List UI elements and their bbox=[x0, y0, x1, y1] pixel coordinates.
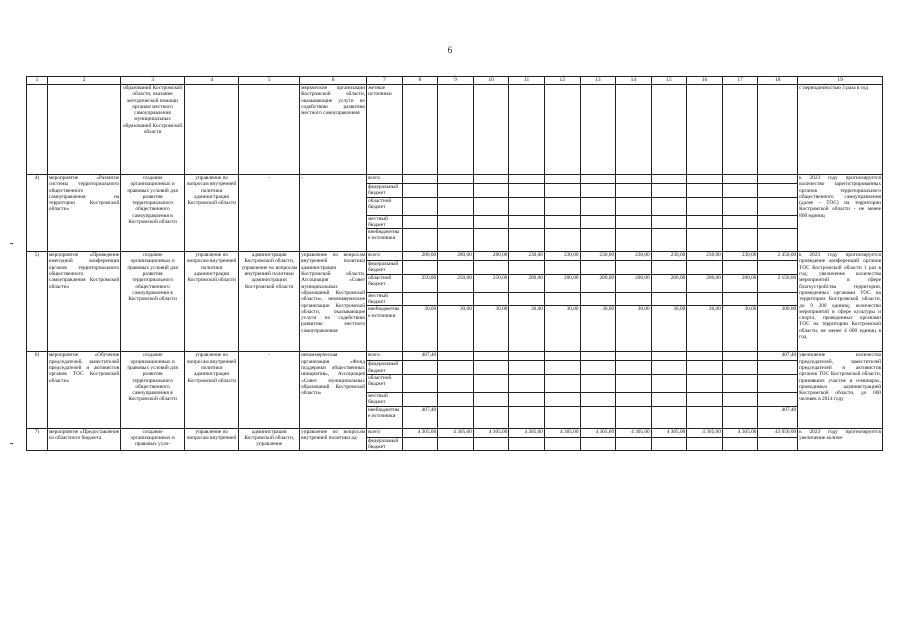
funding-value-cell: 280,00 bbox=[438, 252, 474, 261]
funding-value-cell: 230,00 bbox=[722, 252, 758, 261]
funding-value-cell: 200,00 bbox=[616, 274, 652, 292]
funding-value-cell: 4 305,00 bbox=[580, 428, 616, 437]
column-number: 14 bbox=[616, 77, 652, 85]
column-number: 2 bbox=[47, 77, 120, 85]
funding-value-cell: 200,00 bbox=[722, 274, 758, 292]
coexecutor-cell: администрация Костромской области, управление по вопросам внутренней политики администрации Костромской области bbox=[239, 252, 300, 352]
funding-value-cell bbox=[544, 406, 580, 428]
coexecutor-cell: - bbox=[239, 175, 300, 252]
funding-value-cell bbox=[509, 406, 545, 428]
participants-cell: - bbox=[300, 175, 367, 252]
column-number: 9 bbox=[438, 77, 474, 85]
funding-value-cell: 30,00 bbox=[687, 306, 723, 352]
funding-value-cell: 250,00 bbox=[402, 274, 438, 292]
row-number-cell: 7) bbox=[27, 428, 48, 451]
funding-value-cell bbox=[544, 437, 580, 451]
row-number-cell: 6) bbox=[27, 352, 48, 428]
column-number: 13 bbox=[580, 77, 616, 85]
coexecutor-cell: администрация Костромской области, управление bbox=[239, 428, 300, 451]
funding-value-cell bbox=[616, 392, 652, 406]
funding-value-cell: 200,00 bbox=[651, 274, 687, 292]
funding-value-cell bbox=[616, 184, 652, 198]
funding-value-cell bbox=[722, 229, 758, 252]
funding-value-cell bbox=[616, 175, 652, 184]
funding-value-cell: 30,00 bbox=[544, 306, 580, 352]
table-cell bbox=[616, 85, 652, 175]
funding-value-cell: 2 450,00 bbox=[758, 252, 798, 261]
funding-value-cell: 30,00 bbox=[722, 306, 758, 352]
column-number: 15 bbox=[651, 77, 687, 85]
funding-source-label: областной бюджет bbox=[367, 274, 403, 292]
funding-value-cell: 300,00 bbox=[758, 306, 798, 352]
funding-source-label: местный бюджет bbox=[367, 392, 403, 406]
funding-value-cell: 230,00 bbox=[687, 252, 723, 261]
participants-cell: меркческие организации Костромской области, оказывающие услуги по содействию развитию местного самоуправления bbox=[300, 85, 367, 175]
table-cell bbox=[402, 85, 438, 175]
result-cell: с периодичностью 3 раза в год bbox=[798, 85, 883, 175]
funding-value-cell: 4 305,00 bbox=[687, 428, 723, 437]
table-cell bbox=[47, 85, 120, 175]
table-cell bbox=[27, 85, 48, 175]
table-row bbox=[27, 352, 883, 361]
funding-source-label: внебюджетные источники bbox=[367, 406, 403, 428]
funding-value-cell bbox=[509, 197, 545, 215]
funding-value-cell: 30,00 bbox=[402, 306, 438, 352]
goal-cell: образований Костромской области, оказание методической помощи органам местного самоуправления муниципальных образований Костромской области bbox=[121, 85, 185, 175]
funding-value-cell bbox=[651, 437, 687, 451]
funding-value-cell bbox=[580, 352, 616, 361]
funding-value-cell bbox=[580, 392, 616, 406]
executor-cell: управление по вопросам внутренней политики администрации Костромской области bbox=[185, 352, 239, 428]
row-number-cell: 4) bbox=[27, 175, 48, 252]
column-number: 3 bbox=[121, 77, 185, 85]
funding-value-cell bbox=[758, 361, 798, 375]
funding-value-cell bbox=[651, 184, 687, 198]
expected-result-cell: к 2023 году прогнозируется увеличение количе- bbox=[798, 428, 883, 451]
funding-value-cell bbox=[758, 197, 798, 215]
table-cell bbox=[580, 85, 616, 175]
column-number: 1 bbox=[27, 77, 48, 85]
margin-mark bbox=[10, 443, 13, 444]
funding-value-cell bbox=[544, 292, 580, 306]
funding-value-cell: 407,40 bbox=[402, 406, 438, 428]
funding-value-cell bbox=[616, 215, 652, 229]
funding-value-cell bbox=[509, 261, 545, 275]
table-row bbox=[27, 252, 883, 261]
funding-value-cell bbox=[722, 261, 758, 275]
table-cell bbox=[722, 85, 758, 175]
funding-value-cell bbox=[687, 184, 723, 198]
funding-value-cell bbox=[651, 292, 687, 306]
funding-value-cell bbox=[651, 406, 687, 428]
funding-value-cell bbox=[544, 374, 580, 392]
funding-value-cell bbox=[722, 392, 758, 406]
funding-value-cell bbox=[473, 229, 509, 252]
funding-value-cell bbox=[473, 374, 509, 392]
executor-cell: управление по вопросам внутренней bbox=[185, 428, 239, 451]
funding-value-cell bbox=[544, 261, 580, 275]
funding-value-cell bbox=[438, 406, 474, 428]
funding-value-cell bbox=[758, 292, 798, 306]
funding-value-cell bbox=[722, 352, 758, 361]
funding-value-cell bbox=[509, 215, 545, 229]
funding-value-cell bbox=[580, 437, 616, 451]
funding-value-cell: 230,00 bbox=[544, 252, 580, 261]
funding-value-cell: 4 305,00 bbox=[722, 428, 758, 437]
column-number: 7 bbox=[367, 77, 403, 85]
funding-value-cell bbox=[687, 261, 723, 275]
column-number: 11 bbox=[509, 77, 545, 85]
funding-value-cell: 200,00 bbox=[544, 274, 580, 292]
funding-value-cell bbox=[544, 175, 580, 184]
column-number: 6 bbox=[300, 77, 367, 85]
funding-value-cell bbox=[402, 175, 438, 184]
funding-value-cell: 200,00 bbox=[580, 274, 616, 292]
funding-value-cell bbox=[687, 292, 723, 306]
funding-value-cell bbox=[473, 392, 509, 406]
funding-value-cell bbox=[722, 184, 758, 198]
funding-value-cell bbox=[580, 361, 616, 375]
coexecutor-cell: - bbox=[239, 352, 300, 428]
funding-value-cell bbox=[651, 374, 687, 392]
funding-value-cell bbox=[616, 352, 652, 361]
column-number: 8 bbox=[402, 77, 438, 85]
funding-value-cell bbox=[509, 184, 545, 198]
funding-value-cell bbox=[687, 437, 723, 451]
funding-value-cell bbox=[509, 229, 545, 252]
funding-value-cell bbox=[580, 215, 616, 229]
funding-value-cell bbox=[438, 197, 474, 215]
executor-cell: управление по вопросам внутренней политики администрации Костромской области bbox=[185, 175, 239, 252]
table-row bbox=[27, 428, 883, 437]
funding-value-cell: 280,00 bbox=[473, 252, 509, 261]
funding-value-cell bbox=[580, 184, 616, 198]
funding-value-cell: 250,00 bbox=[438, 274, 474, 292]
funding-source-label: всего bbox=[367, 428, 403, 437]
funding-value-cell: 4 305,00 bbox=[402, 428, 438, 437]
participants-cell: управление по вопросам внутренней политики администрации Костромской области, Ассоциация «Совет муниципальных образований Костромской области», некоммерческие организации Костромской области, оказывающие услуги по содействию развитию местного самоуправления bbox=[300, 252, 367, 352]
funding-value-cell bbox=[651, 215, 687, 229]
funding-value-cell bbox=[687, 197, 723, 215]
funding-value-cell bbox=[473, 292, 509, 306]
funding-source-label: федеральный бюджет bbox=[367, 184, 403, 198]
funding-value-cell bbox=[580, 374, 616, 392]
funding-value-cell bbox=[544, 197, 580, 215]
funding-value-cell bbox=[651, 352, 687, 361]
funding-value-cell: 30,00 bbox=[651, 306, 687, 352]
funding-value-cell bbox=[651, 261, 687, 275]
funding-value-cell: 2 150,00 bbox=[758, 274, 798, 292]
funding-value-cell bbox=[473, 184, 509, 198]
funding-value-cell bbox=[687, 374, 723, 392]
funding-value-cell bbox=[473, 175, 509, 184]
funding-value-cell bbox=[402, 184, 438, 198]
table-row bbox=[27, 175, 883, 184]
funding-value-cell: 30,00 bbox=[438, 306, 474, 352]
funding-value-cell bbox=[473, 361, 509, 375]
table-cell bbox=[473, 85, 509, 175]
funding-value-cell bbox=[758, 392, 798, 406]
funding-value-cell: 30,00 bbox=[616, 306, 652, 352]
funding-value-cell bbox=[402, 374, 438, 392]
funding-value-cell bbox=[509, 361, 545, 375]
funding-value-cell bbox=[687, 215, 723, 229]
funding-value-cell bbox=[758, 374, 798, 392]
funding-value-cell: 4 305,00 bbox=[473, 428, 509, 437]
funding-value-cell: 230,00 bbox=[616, 252, 652, 261]
funding-value-cell: 230,00 bbox=[651, 252, 687, 261]
table-cell bbox=[438, 85, 474, 175]
funding-value-cell: 30,00 bbox=[580, 306, 616, 352]
table-cell bbox=[544, 85, 580, 175]
expected-result-cell: увеличение количества председателей, заместителей председателей и активистов органов ТОС Костромской области, принявших участие в семинарах, проводимых администрацией Костромской области, до 600 человек в 2014 году bbox=[798, 352, 883, 428]
funding-value-cell bbox=[758, 215, 798, 229]
funding-value-cell bbox=[722, 374, 758, 392]
funding-value-cell bbox=[687, 175, 723, 184]
funding-value-cell bbox=[651, 197, 687, 215]
goal-cell: создание организационных и правовых условий для развития территориального общественного самоуправления в Костромской области bbox=[121, 252, 185, 352]
funding-value-cell bbox=[722, 361, 758, 375]
funding-value-cell bbox=[722, 215, 758, 229]
table-cell bbox=[687, 85, 723, 175]
funding-value-cell bbox=[616, 437, 652, 451]
funding-value-cell bbox=[473, 352, 509, 361]
funding-value-cell bbox=[438, 175, 474, 184]
funding-value-cell bbox=[438, 392, 474, 406]
funding-value-cell bbox=[616, 406, 652, 428]
column-number: 10 bbox=[473, 77, 509, 85]
funding-value-cell bbox=[509, 292, 545, 306]
expected-result-cell: к 2023 году прогнозируется проведение конференций органов ТОС Костромской области 1 раз в год; увеличение количества мероприятий в сфере благоустройства территории, проведенных органами ТОС на территории Костромской области, до 9 200 единиц; количество мероприятий в сфере культуры и спорта, проведенных органами ТОС на территории Костромской области, не менее 4 000 единиц в год bbox=[798, 252, 883, 352]
funding-value-cell bbox=[722, 197, 758, 215]
source-cell: жетные источники bbox=[367, 85, 403, 175]
table-cell bbox=[239, 85, 300, 175]
funding-value-cell bbox=[402, 292, 438, 306]
continuation-row bbox=[27, 85, 883, 175]
funding-value-cell: 250,00 bbox=[473, 274, 509, 292]
funding-value-cell: 230,00 bbox=[509, 252, 545, 261]
funding-value-cell bbox=[402, 197, 438, 215]
funding-value-cell bbox=[687, 406, 723, 428]
funding-value-cell bbox=[687, 361, 723, 375]
funding-value-cell bbox=[758, 175, 798, 184]
table-cell bbox=[651, 85, 687, 175]
funding-value-cell: 4 305,00 bbox=[438, 428, 474, 437]
column-number: 18 bbox=[758, 77, 798, 85]
funding-value-cell: 43 050,00 bbox=[758, 428, 798, 437]
funding-value-cell bbox=[580, 197, 616, 215]
funding-value-cell bbox=[473, 406, 509, 428]
activity-name-cell: мероприятие «Предоставление из областного бюджета bbox=[47, 428, 120, 451]
funding-value-cell bbox=[402, 437, 438, 451]
funding-value-cell bbox=[473, 197, 509, 215]
funding-value-cell bbox=[509, 374, 545, 392]
funding-value-cell bbox=[687, 392, 723, 406]
funding-value-cell bbox=[580, 292, 616, 306]
funding-value-cell bbox=[758, 437, 798, 451]
funding-value-cell bbox=[758, 229, 798, 252]
funding-value-cell bbox=[473, 215, 509, 229]
funding-value-cell bbox=[438, 215, 474, 229]
funding-source-label: внебюджетные источники bbox=[367, 229, 403, 252]
funding-value-cell bbox=[402, 392, 438, 406]
funding-value-cell bbox=[651, 361, 687, 375]
column-number: 19 bbox=[798, 77, 883, 85]
column-numbers-row bbox=[27, 77, 883, 85]
funding-value-cell bbox=[722, 175, 758, 184]
funding-value-cell: 407,40 bbox=[758, 406, 798, 428]
funding-value-cell: 4 305,00 bbox=[544, 428, 580, 437]
funding-source-label: областной бюджет bbox=[367, 374, 403, 392]
participants-cell: некоммерческая организация «Фонд поддержки общественных инициатив», Ассоциация «Совет муниципальных образований Костромской области» bbox=[300, 352, 367, 428]
funding-value-cell bbox=[473, 261, 509, 275]
executor-cell: управление по вопросам внутренней политики администрации Костромской области bbox=[185, 252, 239, 352]
funding-value-cell: 407,40 bbox=[758, 352, 798, 361]
funding-value-cell bbox=[509, 352, 545, 361]
funding-value-cell bbox=[544, 361, 580, 375]
funding-value-cell bbox=[616, 197, 652, 215]
funding-value-cell: 280,00 bbox=[402, 252, 438, 261]
funding-value-cell bbox=[580, 261, 616, 275]
activity-name-cell: мероприятие «Развитие системы территориального общественного самоуправления на территории Костромской области» bbox=[47, 175, 120, 252]
funding-value-cell bbox=[402, 229, 438, 252]
funding-source-label: всего bbox=[367, 352, 403, 361]
funding-value-cell bbox=[722, 406, 758, 428]
funding-value-cell bbox=[616, 361, 652, 375]
column-number: 16 bbox=[687, 77, 723, 85]
goal-cell: создание организационных и правовых условий для развития территориального общественного самоуправления в Костромской области bbox=[121, 175, 185, 252]
funding-value-cell bbox=[758, 184, 798, 198]
funding-value-cell bbox=[402, 215, 438, 229]
margin-mark bbox=[10, 243, 13, 244]
funding-value-cell: 4 305,00 bbox=[509, 428, 545, 437]
participants-cell: управление по вопросам внутренней политики ад- bbox=[300, 428, 367, 451]
funding-value-cell bbox=[616, 374, 652, 392]
column-number: 4 bbox=[185, 77, 239, 85]
funding-value-cell bbox=[580, 229, 616, 252]
funding-value-cell bbox=[438, 374, 474, 392]
column-number: 17 bbox=[722, 77, 758, 85]
funding-source-label: всего bbox=[367, 175, 403, 184]
funding-source-label: федеральный бюджет bbox=[367, 361, 403, 375]
funding-value-cell bbox=[438, 261, 474, 275]
funding-source-label: местный бюджет bbox=[367, 292, 403, 306]
funding-value-cell: 30,00 bbox=[509, 306, 545, 352]
funding-value-cell bbox=[616, 261, 652, 275]
table-cell bbox=[509, 85, 545, 175]
funding-source-label: местный бюджет bbox=[367, 215, 403, 229]
table-cell bbox=[185, 85, 239, 175]
funding-value-cell bbox=[616, 292, 652, 306]
activity-name-cell: мероприятие «Обучение председателей, заместителей председателей и активистов органов ТОС Костромской области» bbox=[47, 352, 120, 428]
funding-value-cell: 4 305,00 bbox=[651, 428, 687, 437]
funding-source-label: областной бюджет bbox=[367, 197, 403, 215]
funding-value-cell bbox=[509, 437, 545, 451]
funding-value-cell bbox=[438, 184, 474, 198]
funding-value-cell: 4 305,00 bbox=[616, 428, 652, 437]
column-number: 12 bbox=[544, 77, 580, 85]
funding-source-label: внебюджетные источники bbox=[367, 306, 403, 352]
funding-source-label: федеральный бюджет bbox=[367, 261, 403, 275]
activity-name-cell: мероприятие «Проведение ежегодной конференции органов территориального общественного самоуправления Костромской области» bbox=[47, 252, 120, 352]
funding-value-cell bbox=[722, 292, 758, 306]
funding-value-cell: 230,00 bbox=[580, 252, 616, 261]
funding-value-cell bbox=[438, 352, 474, 361]
funding-value-cell bbox=[438, 437, 474, 451]
column-number: 5 bbox=[239, 77, 300, 85]
row-number-cell: 5) bbox=[27, 252, 48, 352]
funding-value-cell bbox=[580, 406, 616, 428]
funding-value-cell bbox=[580, 175, 616, 184]
funding-source-label: всего bbox=[367, 252, 403, 261]
funding-value-cell bbox=[438, 292, 474, 306]
funding-value-cell bbox=[651, 392, 687, 406]
funding-value-cell bbox=[758, 261, 798, 275]
funding-value-cell bbox=[402, 261, 438, 275]
page-number: 6 bbox=[447, 45, 453, 55]
table-cell bbox=[758, 85, 798, 175]
expected-result-cell: к 2023 году прогнозируется количество зарегистрированных органов территориального общественного самоуправления (далее - ТОС) на территории Костромской области - не менее 800 единиц bbox=[798, 175, 883, 252]
funding-value-cell bbox=[616, 229, 652, 252]
funding-value-cell bbox=[509, 175, 545, 184]
funding-value-cell bbox=[544, 392, 580, 406]
funding-value-cell bbox=[687, 352, 723, 361]
funding-value-cell bbox=[722, 437, 758, 451]
funding-value-cell bbox=[544, 352, 580, 361]
funding-value-cell bbox=[509, 392, 545, 406]
funding-value-cell bbox=[687, 229, 723, 252]
funding-value-cell bbox=[438, 229, 474, 252]
funding-value-cell bbox=[651, 229, 687, 252]
goal-cell: создание организационных и правовых усло- bbox=[121, 428, 185, 451]
funding-value-cell bbox=[473, 437, 509, 451]
funding-value-cell bbox=[544, 229, 580, 252]
funding-value-cell: 407,40 bbox=[402, 352, 438, 361]
funding-value-cell bbox=[438, 361, 474, 375]
goal-cell: создание организационных и правовых условий для развития территориального общественного самоуправления в Костромской области bbox=[121, 352, 185, 428]
funding-value-cell bbox=[651, 175, 687, 184]
funding-value-cell: 200,00 bbox=[509, 274, 545, 292]
funding-value-cell: 30,00 bbox=[473, 306, 509, 352]
funding-value-cell bbox=[402, 361, 438, 375]
funding-source-label: федеральный бюджет bbox=[367, 437, 403, 451]
funding-value-cell bbox=[544, 184, 580, 198]
funding-value-cell bbox=[544, 215, 580, 229]
funding-value-cell: 200,00 bbox=[687, 274, 723, 292]
program-activities-table bbox=[26, 76, 883, 451]
